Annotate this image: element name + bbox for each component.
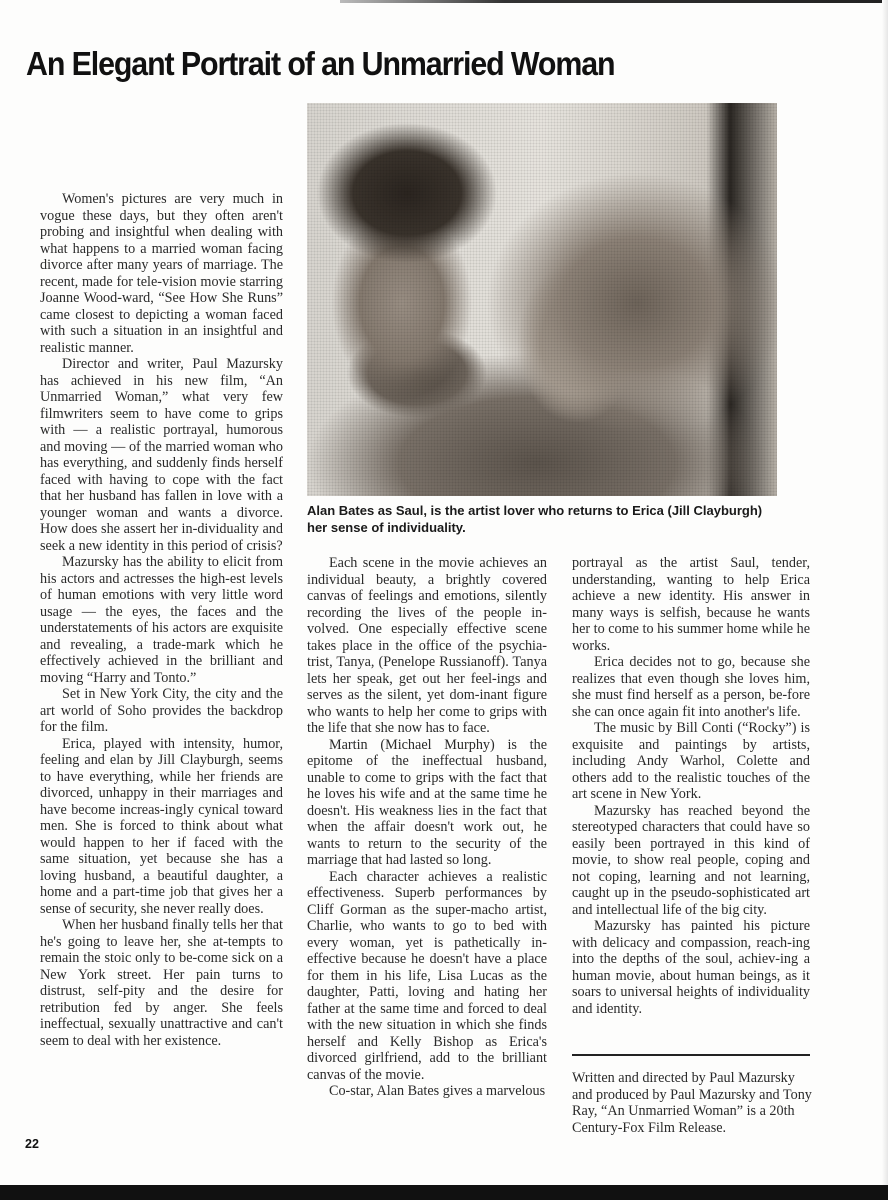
paragraph: Each character achieves a realistic effectiveness. Superb performances by Cliff Gorman as the super-macho artist, Charlie, who wants to go to bed with every woman, yet is pathetically in-effective because he doesn't have a place for them in his life, Lisa Lucas as the daughter, Patti, loving and hating her father at the same time and forced to deal with the new situation in which she finds herself and Kelly Bishop as Erica's divorced girlfriend, add to the brilliant canvas of the movie. xyxy=(307,868,547,1083)
paragraph: Set in New York City, the city and the art world of Soho provides the backdrop for the film. xyxy=(40,686,283,735)
paragraph: Martin (Michael Murphy) is the epitome of the ineffectual husband, unable to come to grips with the fact that he loves his wife and at the same time he doesn't. His weakness lies in the fact that when the affair doesn't work out, he wants to return to the security of the marriage that had lasted so long. xyxy=(307,736,547,868)
paragraph: Erica decides not to go, because she realizes that even though she loves him, she must find herself as a person, be-fore she can once again fit into another's life. xyxy=(572,654,810,720)
film-credits: Written and directed by Paul Mazursky and produced by Paul Mazursky and Tony Ray, “An Unmarried Woman” is a 20th Century-Fox Film Release. xyxy=(572,1070,812,1136)
scan-bottom-edge xyxy=(0,1185,888,1200)
paragraph: portrayal as the artist Saul, tender, understanding, wanting to help Erica achieve a new identity. His answer in many ways is selfish, because he wants her to come to his summer home while he works. xyxy=(572,555,810,654)
paragraph: Mazursky has reached beyond the stereotyped characters that could have so easily been portrayed in this kind of movie, to show real people, coping and not coping, learning and not learning, caught up in the pseudo-sophisticated art and intellectual life of the big city. xyxy=(572,802,810,918)
paragraph: Women's pictures are very much in vogue these days, but they often aren't probing and insightful when dealing with what happens to a married woman facing divorce after many years of marriage. The recent, made for tele-vision movie starring Joanne Wood-ward, “See How She Runs” came closest to depicting a woman faced with such a situation in an insightful and realistic manner. xyxy=(40,191,283,356)
page-number: 22 xyxy=(25,1137,39,1151)
article-column-3 xyxy=(572,555,810,1017)
photo-caption: Alan Bates as Saul, is the artist lover who returns to Erica (Jill Clayburgh) her sense of individuality. xyxy=(307,503,763,535)
paragraph: Mazursky has painted his picture with delicacy and compassion, reach-ing into the depths of the soul, achiev-ing a human movie, about human beings, as it soars to universal heights of individuality and identity. xyxy=(572,918,810,1017)
paragraph: When her husband finally tells her that he's going to leave her, she at-tempts to remain the stoic only to be-come sick on a New York street. Her pain turns to distrust, self-pity and the desire for retribution fed by anger. She feels ineffectual, sexually unattractive and can't seem to deal with her existence. xyxy=(40,917,283,1049)
credits-divider xyxy=(572,1054,810,1056)
article-column-1 xyxy=(40,191,283,1049)
paragraph: The music by Bill Conti (“Rocky”) is exquisite and paintings by artists, including Andy Warhol, Colette and others add to the realistic touches of the art scene in New York. xyxy=(572,720,810,802)
paragraph: Erica, played with intensity, humor, feeling and elan by Jill Clayburgh, seems to have everything, while her friends are divorced, unhappy in their marriages and have become increas-ingly cynical toward men. She is forced to think about what would happen to her if faced with the same situation, yet because she has a loving husband, a beautiful daughter, a home and a part-time job that gives her a sense of security, she never really does. xyxy=(40,735,283,917)
paragraph: Mazursky has the ability to elicit from his actors and actresses the high-est levels of human emotions with very little word usage — the eyes, the faces and the understatements of his actors are exquisite and revealing, a trade-mark which he effectively achieved in the brilliant and moving “Harry and Tonto.” xyxy=(40,554,283,686)
paragraph: Director and writer, Paul Mazursky has achieved in his new film, “An Unmarried Woman,” what very few filmwriters seem to have come to grips with — a realistic portrayal, humorous and moving — of the married woman who has everything, and suddenly finds herself faced with having to cope with the fact that her husband has fallen in love with a younger woman and wants a divorce. How does she assert her in-dividuality and seek a new identity in this period of crisis? xyxy=(40,356,283,554)
page-right-edge xyxy=(882,0,888,1185)
page-top-edge xyxy=(340,0,888,3)
article-column-2 xyxy=(307,555,547,1100)
paragraph: Each scene in the movie achieves an individual beauty, a brightly covered canvas of feelings and emotions, silently recording the lives of the people in-volved. One especially effective scene takes place in the office of the psychia-trist, Tanya, (Penelope Russianoff). Tanya lets her speak, get out her feel-ings and serves as the silent, yet dom-inant figure who wants to help her come to grips with the life that she now has to face. xyxy=(307,555,547,736)
article-title: An Elegant Portrait of an Unmarried Woman xyxy=(26,45,615,82)
paragraph: Co-star, Alan Bates gives a marvelous xyxy=(329,1083,546,1099)
article-photo xyxy=(307,103,777,496)
